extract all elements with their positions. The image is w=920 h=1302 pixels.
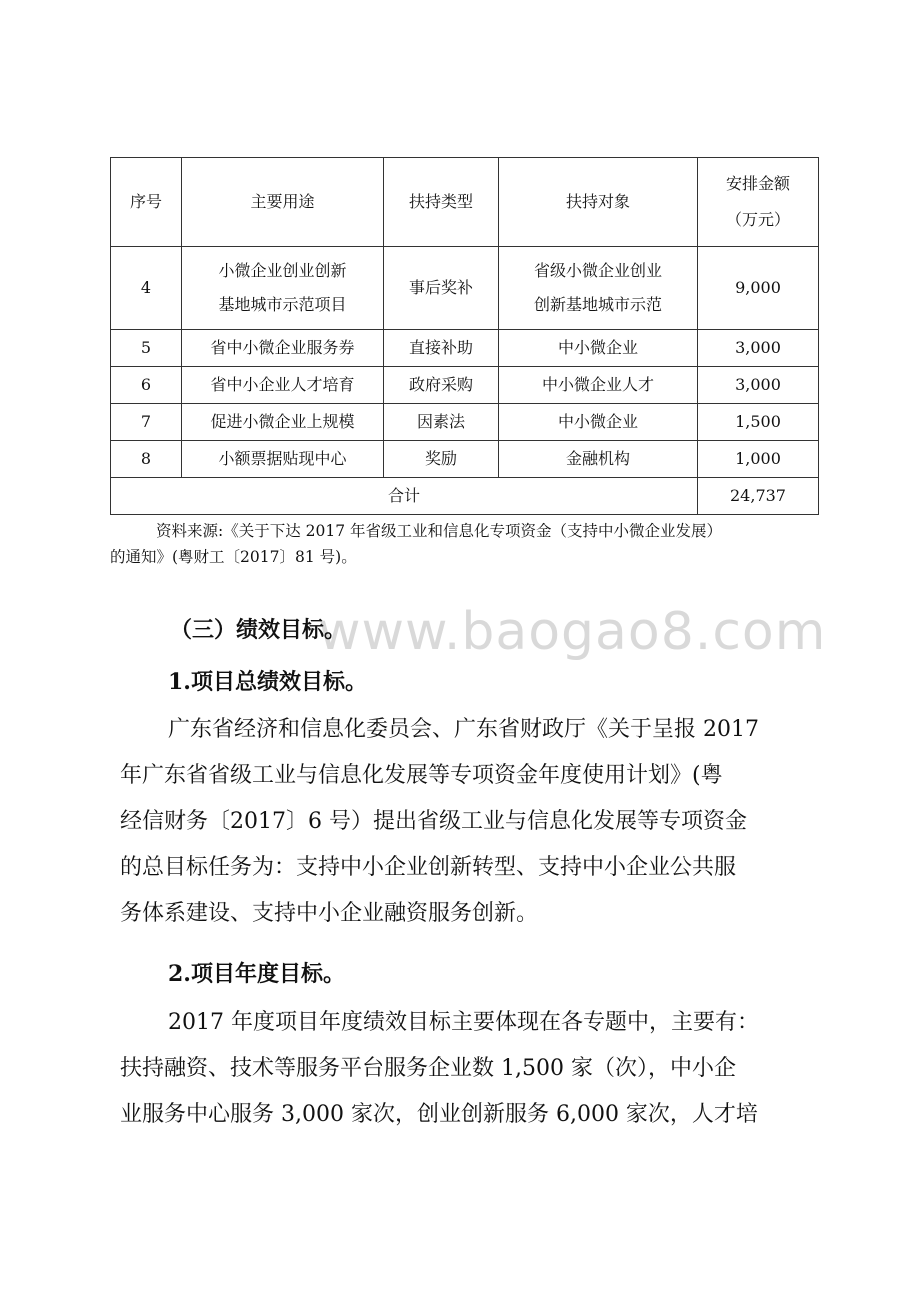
cell-amount: 3,000: [698, 367, 819, 404]
total-label: 合计: [111, 478, 698, 515]
source-note-line: 资料来源:《关于下达 2017 年省级工业和信息化专项资金（支持中小微企业发展）: [156, 522, 723, 540]
cell-seq: 8: [111, 441, 182, 478]
cell-amount: 3,000: [698, 330, 819, 367]
cell-support-target: 金融机构: [499, 441, 698, 478]
paragraph-line: 业服务中心服务 3,000 家次，创业创新服务 6,000 家次，人才培: [120, 1102, 758, 1127]
paragraph-line: 2017 年度项目年度绩效目标主要体现在各专题中，主要有：: [168, 1010, 759, 1035]
cell-purpose: 省中小企业人才培育: [182, 367, 384, 404]
paragraph-line: 广东省经济和信息化委员会、广东省财政厅《关于呈报 2017: [168, 717, 759, 742]
funding-table-container: [110, 157, 818, 515]
section-heading: （三）绩效目标。: [170, 617, 347, 643]
table-total-row: [111, 478, 819, 515]
cell-support-type: 奖励: [384, 441, 499, 478]
paragraph-line: 年广东省省级工业与信息化发展等专项资金年度使用计划》(粤: [120, 763, 723, 788]
cell-support-target: 中小微企业: [499, 330, 698, 367]
source-note: [110, 518, 820, 570]
header-amount: [698, 158, 819, 247]
table-row: [111, 441, 819, 478]
cell-seq: 4: [111, 247, 182, 330]
cell-purpose-line: 小微企业创业创新: [218, 261, 347, 280]
cell-support-type: 直接补助: [384, 330, 499, 367]
table-row: [111, 247, 819, 330]
paragraph-line: 扶持融资、技术等服务平台服务企业数 1,500 家（次），中小企: [120, 1056, 736, 1081]
table-row: [111, 330, 819, 367]
cell-support-type: 因素法: [384, 404, 499, 441]
cell-support-type: 政府采购: [384, 367, 499, 404]
header-seq: 序号: [111, 158, 182, 247]
cell-seq: 7: [111, 404, 182, 441]
watermark: www.baogao8.com: [318, 602, 827, 662]
paragraph-annual-goal: [120, 1000, 820, 1138]
cell-support-target: [499, 247, 698, 330]
total-amount: 24,737: [698, 478, 819, 515]
table-header-row: [111, 158, 819, 247]
cell-amount: 1,000: [698, 441, 819, 478]
subheading-annual-goal: 2.项目年度目标。: [168, 961, 345, 987]
cell-amount: 1,500: [698, 404, 819, 441]
paragraph-line: 的总目标任务为：支持中小企业创新转型、支持中小企业公共服: [120, 855, 737, 880]
cell-purpose: 小额票据贴现中心: [182, 441, 384, 478]
paragraph-line: 务体系建设、支持中小企业融资服务创新。: [120, 901, 539, 926]
header-amount-line1: 安排金额: [725, 174, 790, 193]
paragraph-line: 经信财务〔2017〕6 号）提出省级工业与信息化发展等专项资金: [120, 809, 747, 834]
source-note-line: 的通知》(粤财工〔2017〕81 号)。: [110, 548, 357, 566]
cell-seq: 6: [111, 367, 182, 404]
paragraph-overall-goal: [120, 707, 820, 937]
cell-target-line: 省级小微企业创业: [533, 261, 662, 280]
cell-amount: 9,000: [698, 247, 819, 330]
cell-purpose-line: 基地城市示范项目: [218, 295, 347, 314]
cell-seq: 5: [111, 330, 182, 367]
cell-support-target: 中小微企业人才: [499, 367, 698, 404]
cell-support-target: 中小微企业: [499, 404, 698, 441]
header-support-target: 扶持对象: [499, 158, 698, 247]
cell-purpose: 省中小微企业服务券: [182, 330, 384, 367]
cell-purpose: 促进小微企业上规模: [182, 404, 384, 441]
cell-purpose: [182, 247, 384, 330]
header-amount-line2: （万元）: [725, 210, 790, 229]
cell-support-type: 事后奖补: [384, 247, 499, 330]
header-support-type: 扶持类型: [384, 158, 499, 247]
cell-target-line: 创新基地城市示范: [533, 295, 662, 314]
funding-table: [110, 157, 819, 515]
header-purpose: 主要用途: [182, 158, 384, 247]
subheading-overall-goal: 1.项目总绩效目标。: [168, 669, 367, 695]
table-row: [111, 367, 819, 404]
table-row: [111, 404, 819, 441]
